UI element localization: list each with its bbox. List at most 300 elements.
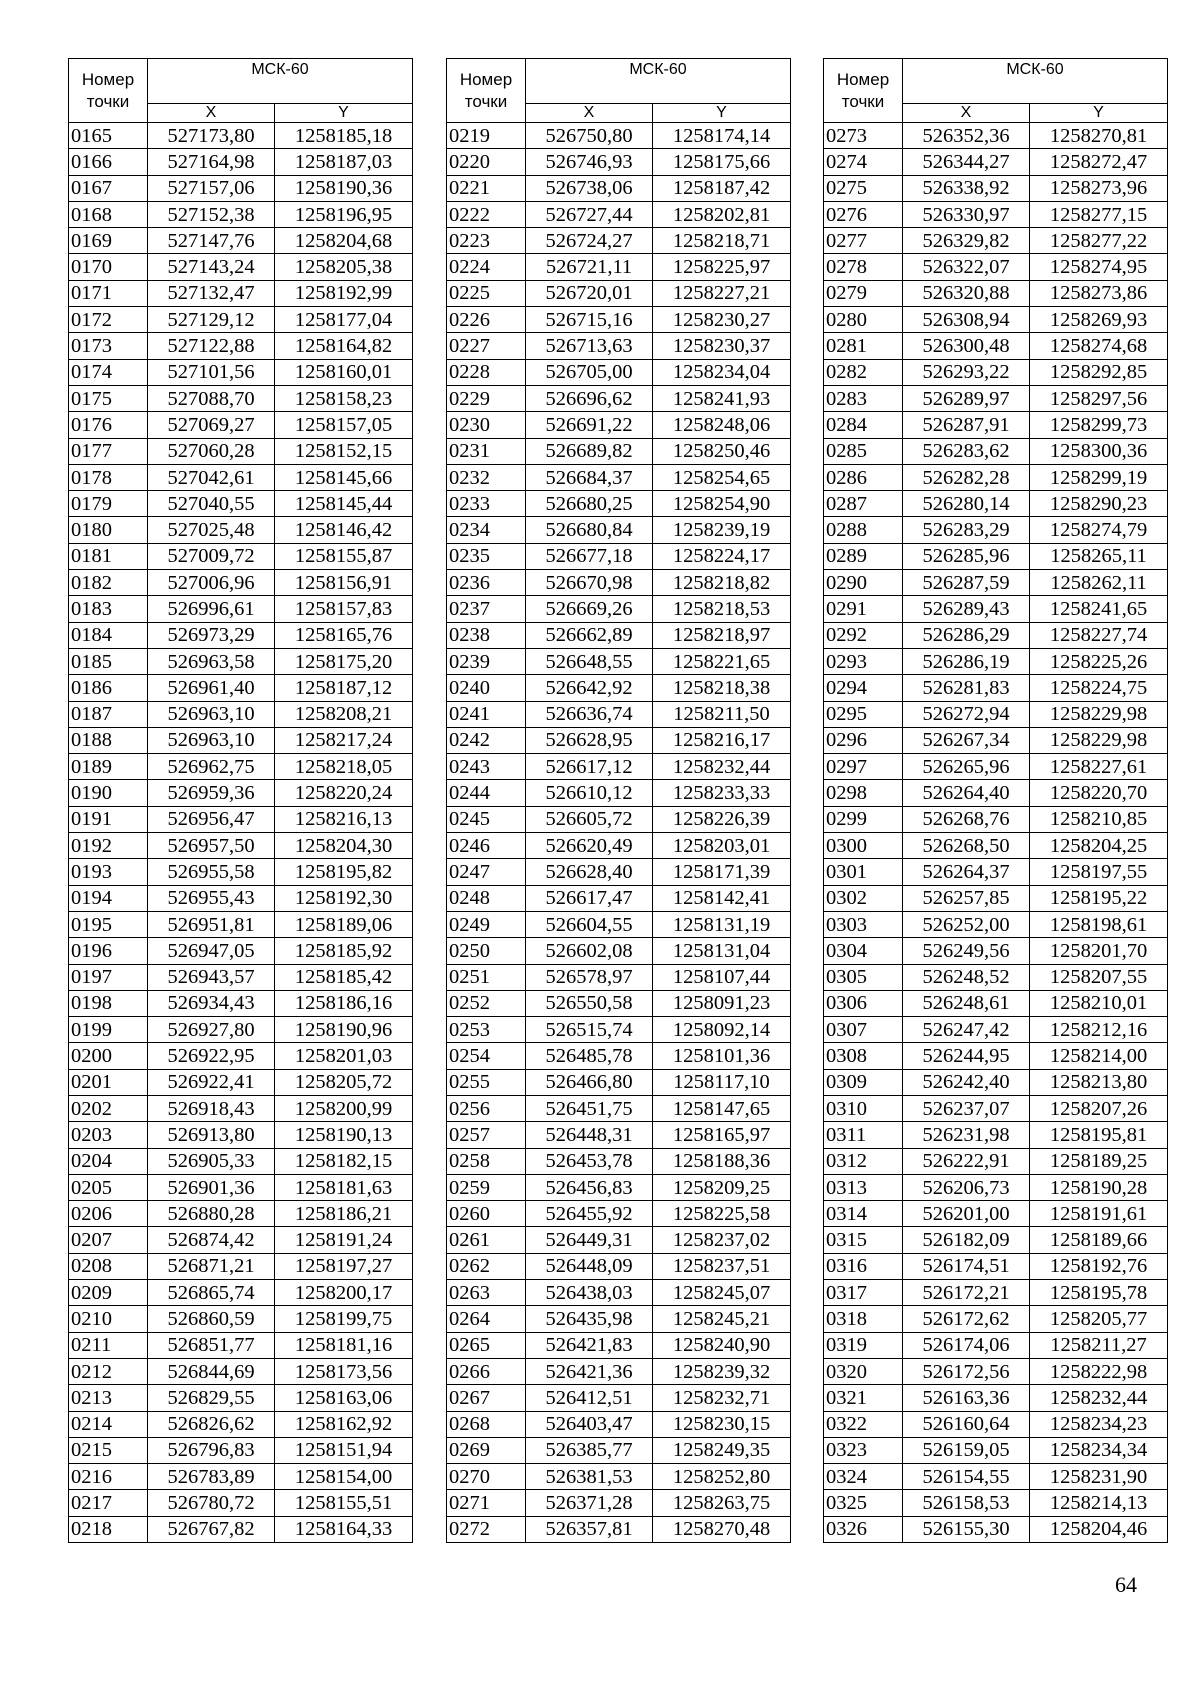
y-value: 1258185,92	[275, 938, 413, 964]
table-row	[69, 175, 413, 201]
point-number: 0317	[824, 1280, 903, 1306]
table-row	[447, 464, 791, 490]
table-row	[824, 754, 1168, 780]
point-number: 0187	[69, 701, 148, 727]
y-value: 1258277,22	[1030, 228, 1168, 254]
table-row	[447, 648, 791, 674]
x-value: 526320,88	[903, 280, 1030, 306]
point-number: 0307	[824, 1017, 903, 1043]
table-row	[69, 938, 413, 964]
x-value: 526242,40	[903, 1069, 1030, 1095]
point-number: 0253	[447, 1017, 526, 1043]
x-value: 526264,40	[903, 780, 1030, 806]
table-row	[69, 1201, 413, 1227]
y-value: 1258218,97	[653, 622, 791, 648]
table-row	[824, 280, 1168, 306]
point-number: 0282	[824, 359, 903, 385]
y-value: 1258220,70	[1030, 780, 1168, 806]
y-value: 1258217,24	[275, 727, 413, 753]
point-number: 0178	[69, 464, 148, 490]
x-value: 526322,07	[903, 254, 1030, 280]
point-number: 0305	[824, 964, 903, 990]
x-value: 526248,61	[903, 990, 1030, 1016]
x-value: 526357,81	[526, 1516, 653, 1542]
point-number: 0229	[447, 385, 526, 411]
y-value: 1258214,00	[1030, 1043, 1168, 1069]
x-value: 526662,89	[526, 622, 653, 648]
point-number: 0265	[447, 1332, 526, 1358]
table-row	[824, 964, 1168, 990]
y-value: 1258165,97	[653, 1122, 791, 1148]
table-row	[69, 1227, 413, 1253]
x-value: 526160,64	[903, 1411, 1030, 1437]
point-number: 0167	[69, 175, 148, 201]
table-row	[447, 359, 791, 385]
point-number: 0214	[69, 1411, 148, 1437]
point-number: 0223	[447, 228, 526, 254]
coordinates-table-2	[446, 58, 791, 1543]
point-number: 0182	[69, 570, 148, 596]
point-number: 0276	[824, 201, 903, 227]
point-number: 0221	[447, 175, 526, 201]
table-row	[447, 754, 791, 780]
point-number: 0268	[447, 1411, 526, 1437]
x-value: 526750,80	[526, 123, 653, 149]
table-row	[69, 1385, 413, 1411]
y-value: 1258190,96	[275, 1017, 413, 1043]
point-number: 0280	[824, 307, 903, 333]
y-value: 1258164,33	[275, 1516, 413, 1542]
x-value: 526435,98	[526, 1306, 653, 1332]
point-number: 0185	[69, 648, 148, 674]
y-value: 1258218,05	[275, 754, 413, 780]
point-number: 0302	[824, 885, 903, 911]
x-value: 526720,01	[526, 280, 653, 306]
table-row	[69, 1516, 413, 1542]
y-value: 1258131,19	[653, 911, 791, 937]
y-value: 1258239,32	[653, 1358, 791, 1384]
table-row	[69, 675, 413, 701]
point-number: 0186	[69, 675, 148, 701]
point-number: 0239	[447, 648, 526, 674]
y-value: 1258229,98	[1030, 701, 1168, 727]
x-value: 526628,95	[526, 727, 653, 753]
point-number: 0234	[447, 517, 526, 543]
y-value: 1258157,05	[275, 412, 413, 438]
point-number-header: Номер точки	[824, 59, 903, 123]
y-value: 1258270,48	[653, 1516, 791, 1542]
x-value: 526721,11	[526, 254, 653, 280]
x-value: 526713,63	[526, 333, 653, 359]
coordinate-system-header: МСК-60	[903, 59, 1168, 104]
y-value: 1258175,20	[275, 648, 413, 674]
x-value: 526955,58	[148, 859, 275, 885]
y-value: 1258297,56	[1030, 385, 1168, 411]
y-value: 1258218,71	[653, 228, 791, 254]
table-row	[824, 648, 1168, 674]
x-value: 526669,26	[526, 596, 653, 622]
y-value: 1258201,70	[1030, 938, 1168, 964]
table-row	[447, 780, 791, 806]
point-number: 0320	[824, 1358, 903, 1384]
table-row	[824, 1385, 1168, 1411]
point-number: 0300	[824, 833, 903, 859]
point-number: 0226	[447, 307, 526, 333]
y-value: 1258202,81	[653, 201, 791, 227]
point-number: 0215	[69, 1437, 148, 1463]
y-value: 1258197,27	[275, 1253, 413, 1279]
x-value: 526604,55	[526, 911, 653, 937]
point-number: 0295	[824, 701, 903, 727]
y-value: 1258214,13	[1030, 1490, 1168, 1516]
x-value: 526628,40	[526, 859, 653, 885]
table-row	[447, 806, 791, 832]
table-row	[824, 1174, 1168, 1200]
point-number: 0257	[447, 1122, 526, 1148]
x-value: 526330,97	[903, 201, 1030, 227]
table-row	[447, 1095, 791, 1121]
point-number: 0278	[824, 254, 903, 280]
point-number: 0291	[824, 596, 903, 622]
y-value: 1258157,83	[275, 596, 413, 622]
x-value: 526283,29	[903, 517, 1030, 543]
point-number: 0200	[69, 1043, 148, 1069]
y-value: 1258237,51	[653, 1253, 791, 1279]
point-number: 0201	[69, 1069, 148, 1095]
y-value: 1258230,15	[653, 1411, 791, 1437]
point-number: 0191	[69, 806, 148, 832]
table-row	[69, 1253, 413, 1279]
y-value: 1258189,06	[275, 911, 413, 937]
x-value: 526421,36	[526, 1358, 653, 1384]
x-value: 526344,27	[903, 149, 1030, 175]
table-row	[447, 201, 791, 227]
x-value: 526796,83	[148, 1437, 275, 1463]
point-number: 0189	[69, 754, 148, 780]
point-number: 0306	[824, 990, 903, 1016]
y-value: 1258191,61	[1030, 1201, 1168, 1227]
y-value: 1258290,23	[1030, 491, 1168, 517]
x-value: 526222,91	[903, 1148, 1030, 1174]
y-value: 1258241,93	[653, 385, 791, 411]
x-value: 526880,28	[148, 1201, 275, 1227]
table-row	[824, 464, 1168, 490]
y-value: 1258192,76	[1030, 1253, 1168, 1279]
y-value: 1258163,06	[275, 1385, 413, 1411]
x-value: 526252,00	[903, 911, 1030, 937]
table-row	[447, 964, 791, 990]
point-number: 0171	[69, 280, 148, 306]
point-number: 0245	[447, 806, 526, 832]
y-value: 1258227,61	[1030, 754, 1168, 780]
x-header: X	[526, 104, 653, 123]
y-value: 1258160,01	[275, 359, 413, 385]
y-value: 1258192,99	[275, 280, 413, 306]
point-number: 0326	[824, 1516, 903, 1542]
x-value: 526956,47	[148, 806, 275, 832]
table-row	[447, 1411, 791, 1437]
point-number: 0319	[824, 1332, 903, 1358]
x-value: 526959,36	[148, 780, 275, 806]
y-value: 1258210,85	[1030, 806, 1168, 832]
table-row	[447, 1201, 791, 1227]
table-row	[447, 911, 791, 937]
table-row	[824, 1043, 1168, 1069]
x-value: 526636,74	[526, 701, 653, 727]
y-value: 1258197,55	[1030, 859, 1168, 885]
y-value: 1258198,61	[1030, 911, 1168, 937]
point-number: 0297	[824, 754, 903, 780]
coordinate-system-header: МСК-60	[526, 59, 791, 104]
x-value: 526963,58	[148, 648, 275, 674]
table-row	[824, 201, 1168, 227]
y-value: 1258200,99	[275, 1095, 413, 1121]
point-number: 0287	[824, 491, 903, 517]
x-value: 526453,78	[526, 1148, 653, 1174]
table-row	[824, 885, 1168, 911]
y-value: 1258299,19	[1030, 464, 1168, 490]
point-number: 0318	[824, 1306, 903, 1332]
x-value: 526648,55	[526, 648, 653, 674]
x-value: 526438,03	[526, 1280, 653, 1306]
point-number: 0218	[69, 1516, 148, 1542]
table-row	[69, 1306, 413, 1332]
table-row	[824, 1280, 1168, 1306]
y-value: 1258204,25	[1030, 833, 1168, 859]
table-row	[447, 175, 791, 201]
x-value: 526268,76	[903, 806, 1030, 832]
y-value: 1258231,90	[1030, 1464, 1168, 1490]
x-value: 526957,50	[148, 833, 275, 859]
y-value: 1258196,95	[275, 201, 413, 227]
y-value: 1258209,25	[653, 1174, 791, 1200]
table-row	[447, 254, 791, 280]
x-value: 527009,72	[148, 543, 275, 569]
y-value: 1258208,21	[275, 701, 413, 727]
y-value: 1258152,15	[275, 438, 413, 464]
x-value: 526783,89	[148, 1464, 275, 1490]
point-number: 0301	[824, 859, 903, 885]
y-value: 1258237,02	[653, 1227, 791, 1253]
table-row	[824, 1516, 1168, 1542]
x-value: 527173,80	[148, 123, 275, 149]
point-number: 0225	[447, 280, 526, 306]
point-number: 0169	[69, 228, 148, 254]
table-row	[824, 1201, 1168, 1227]
point-number: 0224	[447, 254, 526, 280]
coordinate-system-header: МСК-60	[148, 59, 413, 104]
point-number: 0251	[447, 964, 526, 990]
table-row	[447, 1253, 791, 1279]
x-value: 526174,06	[903, 1332, 1030, 1358]
x-value: 526860,59	[148, 1306, 275, 1332]
point-number: 0312	[824, 1148, 903, 1174]
table-row	[824, 1122, 1168, 1148]
x-value: 526244,95	[903, 1043, 1030, 1069]
point-number: 0232	[447, 464, 526, 490]
point-number: 0222	[447, 201, 526, 227]
point-number: 0252	[447, 990, 526, 1016]
x-value: 526174,51	[903, 1253, 1030, 1279]
table-row	[824, 990, 1168, 1016]
y-value: 1258212,16	[1030, 1017, 1168, 1043]
table-row	[447, 1227, 791, 1253]
point-number: 0227	[447, 333, 526, 359]
point-number: 0197	[69, 964, 148, 990]
y-value: 1258245,07	[653, 1280, 791, 1306]
y-value: 1258187,03	[275, 149, 413, 175]
table-row	[69, 859, 413, 885]
y-value: 1258181,63	[275, 1174, 413, 1200]
table-row	[69, 1069, 413, 1095]
y-value: 1258186,16	[275, 990, 413, 1016]
y-value: 1258205,38	[275, 254, 413, 280]
table-row	[447, 517, 791, 543]
x-value: 526338,92	[903, 175, 1030, 201]
y-value: 1258232,71	[653, 1385, 791, 1411]
point-number: 0267	[447, 1385, 526, 1411]
x-value: 527147,76	[148, 228, 275, 254]
x-value: 526670,98	[526, 570, 653, 596]
point-number: 0322	[824, 1411, 903, 1437]
table-row	[824, 491, 1168, 517]
table-row	[69, 123, 413, 149]
x-value: 526247,42	[903, 1017, 1030, 1043]
y-value: 1258225,26	[1030, 648, 1168, 674]
x-value: 526961,40	[148, 675, 275, 701]
table-row	[447, 1516, 791, 1542]
table-row	[69, 201, 413, 227]
x-value: 526449,31	[526, 1227, 653, 1253]
x-value: 526237,07	[903, 1095, 1030, 1121]
table-row	[69, 990, 413, 1016]
y-value: 1258131,04	[653, 938, 791, 964]
y-value: 1258155,87	[275, 543, 413, 569]
table-row	[447, 885, 791, 911]
y-value: 1258249,35	[653, 1437, 791, 1463]
table-row	[824, 911, 1168, 937]
table-row	[69, 885, 413, 911]
table-row	[824, 438, 1168, 464]
table-row	[69, 648, 413, 674]
y-value: 1258299,73	[1030, 412, 1168, 438]
x-value: 526738,06	[526, 175, 653, 201]
table-row	[447, 1069, 791, 1095]
x-value: 526871,21	[148, 1253, 275, 1279]
table-row	[447, 1437, 791, 1463]
y-value: 1258191,24	[275, 1227, 413, 1253]
y-value: 1258171,39	[653, 859, 791, 885]
table-row	[824, 1095, 1168, 1121]
point-number: 0271	[447, 1490, 526, 1516]
table-row	[824, 701, 1168, 727]
y-value: 1258182,15	[275, 1148, 413, 1174]
y-value: 1258195,81	[1030, 1122, 1168, 1148]
y-value: 1258274,95	[1030, 254, 1168, 280]
x-value: 526403,47	[526, 1411, 653, 1437]
x-value: 526448,09	[526, 1253, 653, 1279]
x-value: 526642,92	[526, 675, 653, 701]
x-value: 527164,98	[148, 149, 275, 175]
y-value: 1258234,04	[653, 359, 791, 385]
point-number: 0236	[447, 570, 526, 596]
y-value: 1258233,33	[653, 780, 791, 806]
x-value: 526874,42	[148, 1227, 275, 1253]
y-value: 1258248,06	[653, 412, 791, 438]
point-number: 0203	[69, 1122, 148, 1148]
x-value: 526922,41	[148, 1069, 275, 1095]
y-header: Y	[1030, 104, 1168, 123]
y-value: 1258146,42	[275, 517, 413, 543]
table-row	[824, 1464, 1168, 1490]
y-value: 1258091,23	[653, 990, 791, 1016]
table-row	[824, 622, 1168, 648]
table-row	[447, 675, 791, 701]
point-number: 0194	[69, 885, 148, 911]
table-row	[447, 1490, 791, 1516]
x-value: 527088,70	[148, 385, 275, 411]
point-number: 0173	[69, 333, 148, 359]
x-value: 526680,84	[526, 517, 653, 543]
table-row	[447, 938, 791, 964]
point-number: 0176	[69, 412, 148, 438]
point-number-header: Номер точки	[447, 59, 526, 123]
table-row	[824, 123, 1168, 149]
x-value: 526767,82	[148, 1516, 275, 1542]
x-value: 526154,55	[903, 1464, 1030, 1490]
x-value: 526293,22	[903, 359, 1030, 385]
table-row	[447, 385, 791, 411]
y-value: 1258156,91	[275, 570, 413, 596]
x-value: 526691,22	[526, 412, 653, 438]
table-row	[69, 359, 413, 385]
table-row	[824, 228, 1168, 254]
table-row	[69, 596, 413, 622]
x-value: 526605,72	[526, 806, 653, 832]
x-value: 526746,93	[526, 149, 653, 175]
point-number: 0283	[824, 385, 903, 411]
table-row	[447, 1332, 791, 1358]
table-row	[447, 596, 791, 622]
y-value: 1258227,74	[1030, 622, 1168, 648]
y-value: 1258272,47	[1030, 149, 1168, 175]
x-value: 526352,36	[903, 123, 1030, 149]
y-value: 1258274,79	[1030, 517, 1168, 543]
y-value: 1258151,94	[275, 1437, 413, 1463]
point-number: 0262	[447, 1253, 526, 1279]
point-number: 0202	[69, 1095, 148, 1121]
point-number: 0324	[824, 1464, 903, 1490]
y-value: 1258192,30	[275, 885, 413, 911]
point-number: 0264	[447, 1306, 526, 1332]
y-value: 1258195,82	[275, 859, 413, 885]
y-value: 1258181,16	[275, 1332, 413, 1358]
table-row	[824, 385, 1168, 411]
y-value: 1258158,23	[275, 385, 413, 411]
point-number: 0243	[447, 754, 526, 780]
table-row	[824, 780, 1168, 806]
y-value: 1258216,17	[653, 727, 791, 753]
x-value: 526550,58	[526, 990, 653, 1016]
table-row	[69, 570, 413, 596]
table-row	[824, 333, 1168, 359]
point-number: 0175	[69, 385, 148, 411]
y-value: 1258269,93	[1030, 307, 1168, 333]
y-value: 1258265,11	[1030, 543, 1168, 569]
y-value: 1258254,65	[653, 464, 791, 490]
y-value: 1258207,26	[1030, 1095, 1168, 1121]
table-row	[824, 596, 1168, 622]
